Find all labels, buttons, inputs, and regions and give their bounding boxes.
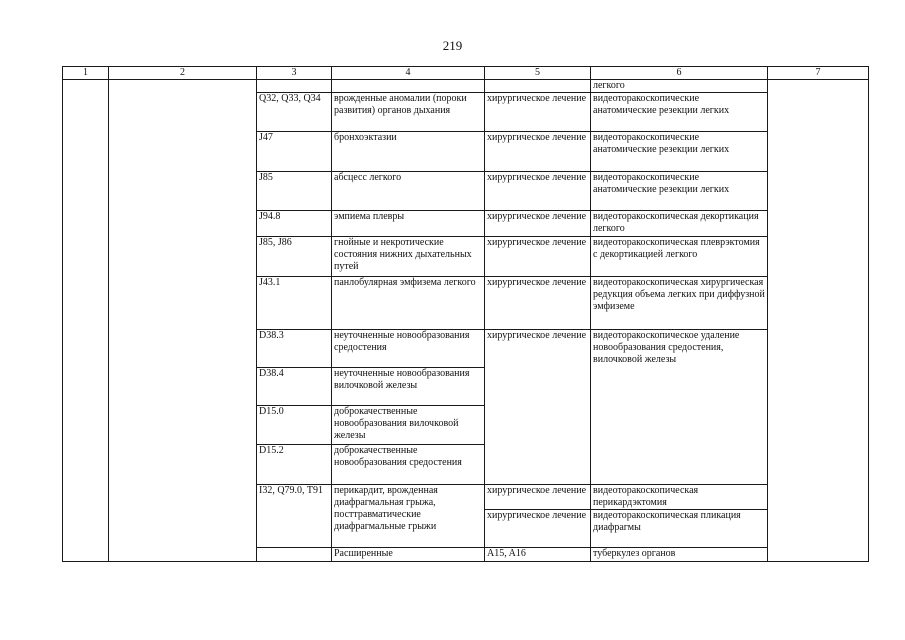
code-cell bbox=[257, 172, 332, 211]
code-cell bbox=[257, 80, 332, 93]
treatment-cell bbox=[485, 132, 591, 172]
disease-cell bbox=[332, 485, 485, 548]
method-text: видеоторакоскопическая декортикация легкого bbox=[593, 211, 759, 234]
treatment-text: хирургическое лечение bbox=[487, 330, 587, 341]
code-cell bbox=[257, 237, 332, 277]
header-col-2: 2 bbox=[109, 67, 257, 80]
treatment-cell bbox=[485, 172, 591, 211]
code-text: Q32, Q33, Q34 bbox=[259, 93, 321, 104]
code-cell bbox=[257, 277, 332, 330]
disease-text: панлобулярная эмфизема легкого bbox=[334, 277, 476, 288]
code-text: J85, J86 bbox=[259, 237, 292, 248]
code-text: A15, A16 bbox=[487, 548, 526, 559]
col-2-cell bbox=[332, 548, 485, 562]
code-cell bbox=[257, 406, 332, 445]
method-text: видеоторакоскопические анатомические резекции легких bbox=[593, 132, 730, 155]
table-row bbox=[63, 80, 869, 93]
disease-cell bbox=[332, 172, 485, 211]
method-text: видеоторакоскопическая плеврэктомия с декортикацией легкого bbox=[593, 237, 760, 260]
method-text: видеоторакоскопические анатомические резекции легких bbox=[593, 172, 730, 195]
code-text: I32, Q79.0, T91 bbox=[259, 485, 323, 496]
method-cell bbox=[591, 132, 768, 172]
method-cell bbox=[591, 211, 768, 237]
method-text: видеоторакоскопическая хирургическая редукция объема легких при диффузной эмфиземе bbox=[593, 277, 765, 312]
treatment-text: хирургическое лечение bbox=[487, 172, 587, 183]
method-text: видеоторакоскопические анатомические резекции легких bbox=[593, 93, 730, 116]
disease-cell bbox=[332, 93, 485, 132]
header-col-7: 7 bbox=[768, 67, 869, 80]
header-col-4: 4 bbox=[332, 67, 485, 80]
header-col-6: 6 bbox=[591, 67, 768, 80]
code-cell bbox=[257, 368, 332, 406]
code-text: J85 bbox=[259, 172, 273, 183]
col-1-cell bbox=[63, 80, 109, 562]
disease-cell bbox=[332, 237, 485, 277]
treatment-text: хирургическое лечение bbox=[487, 485, 587, 496]
disease-text: эмпиема плевры bbox=[334, 211, 405, 222]
code-text: J94.8 bbox=[259, 211, 281, 222]
code-text: D38.3 bbox=[259, 330, 284, 341]
header-col-1: 1 bbox=[63, 67, 109, 80]
method-cell bbox=[591, 237, 768, 277]
treatment-cell bbox=[485, 93, 591, 132]
disease-text: доброкачественные новообразования вилочковой железы bbox=[334, 406, 459, 441]
disease-text: неуточненные новообразования вилочковой железы bbox=[334, 368, 470, 391]
disease-cell bbox=[332, 330, 485, 368]
code-text: D15.2 bbox=[259, 445, 284, 456]
disease-text: гнойные и некротические состояния нижних дыхательных путей bbox=[334, 237, 472, 272]
code-cell bbox=[257, 93, 332, 132]
header-col-3: 3 bbox=[257, 67, 332, 80]
disease-cell bbox=[332, 406, 485, 445]
code-text: D15.0 bbox=[259, 406, 284, 417]
treatment-cell bbox=[485, 330, 591, 485]
method-cell bbox=[591, 172, 768, 211]
disease-cell bbox=[332, 80, 485, 93]
disease-cell bbox=[332, 445, 485, 485]
treatment-text: хирургическое лечение bbox=[487, 510, 587, 521]
treatment-text: хирургическое лечение bbox=[487, 211, 587, 222]
disease-cell bbox=[591, 548, 768, 562]
code-cell bbox=[485, 548, 591, 562]
code-cell bbox=[257, 485, 332, 548]
disease-text: перикардит, врожденная диафрагмальная грыжа, посттравматические диафрагмальные грыжи bbox=[334, 485, 438, 532]
code-text: D38.4 bbox=[259, 368, 284, 379]
treatment-text: хирургическое лечение bbox=[487, 277, 587, 288]
method-cell bbox=[591, 330, 768, 485]
disease-text: врожденные аномалии (пороки развития) органов дыхания bbox=[334, 93, 467, 116]
method-cell bbox=[591, 80, 768, 93]
disease-text: бронхоэктазии bbox=[334, 132, 397, 143]
disease-cell bbox=[332, 211, 485, 237]
code-cell bbox=[257, 330, 332, 368]
code-cell bbox=[257, 445, 332, 485]
treatment-cell bbox=[485, 211, 591, 237]
code-cell bbox=[257, 132, 332, 172]
treatment-cell bbox=[485, 485, 591, 510]
header-col-5: 5 bbox=[485, 67, 591, 80]
page-number: 219 bbox=[442, 38, 463, 53]
method-cell bbox=[591, 485, 768, 510]
disease-text: абсцесс легкого bbox=[334, 172, 402, 183]
disease-cell bbox=[332, 368, 485, 406]
disease-cell bbox=[332, 277, 485, 330]
method-cell bbox=[591, 510, 768, 548]
disease-cell bbox=[332, 132, 485, 172]
method-text: видеоторакоскопическая перикардэктомия bbox=[593, 485, 699, 508]
method-cell bbox=[591, 93, 768, 132]
treatment-text: хирургическое лечение bbox=[487, 93, 587, 104]
disease-text: неуточненные новообразования средостения bbox=[334, 330, 470, 353]
method-text: видеоторакоскопическая пликация диафрагмы bbox=[593, 510, 741, 533]
table-header-row bbox=[63, 67, 869, 80]
disease-text: доброкачественные новообразования средостения bbox=[334, 445, 462, 468]
disease-text: туберкулез органов bbox=[593, 548, 676, 559]
treatment-cell bbox=[485, 510, 591, 548]
code-text: J43.1 bbox=[259, 277, 281, 288]
procedures-table bbox=[62, 66, 869, 562]
category-text: Расширенные bbox=[334, 548, 393, 559]
code-text: J47 bbox=[259, 132, 273, 143]
treatment-text: хирургическое лечение bbox=[487, 237, 587, 248]
treatment-cell bbox=[485, 80, 591, 93]
treatment-text: хирургическое лечение bbox=[487, 132, 587, 143]
method-text: видеоторакоскопическое удаление новообразования средостения, вилочковой железы bbox=[593, 330, 740, 365]
col-1-cell bbox=[257, 548, 332, 562]
code-cell bbox=[257, 211, 332, 237]
method-text: легкого bbox=[593, 80, 625, 91]
col-2-cell bbox=[109, 80, 257, 562]
method-cell bbox=[591, 277, 768, 330]
treatment-cell bbox=[485, 237, 591, 277]
col-7-cell bbox=[768, 80, 869, 562]
treatment-cell bbox=[485, 277, 591, 330]
